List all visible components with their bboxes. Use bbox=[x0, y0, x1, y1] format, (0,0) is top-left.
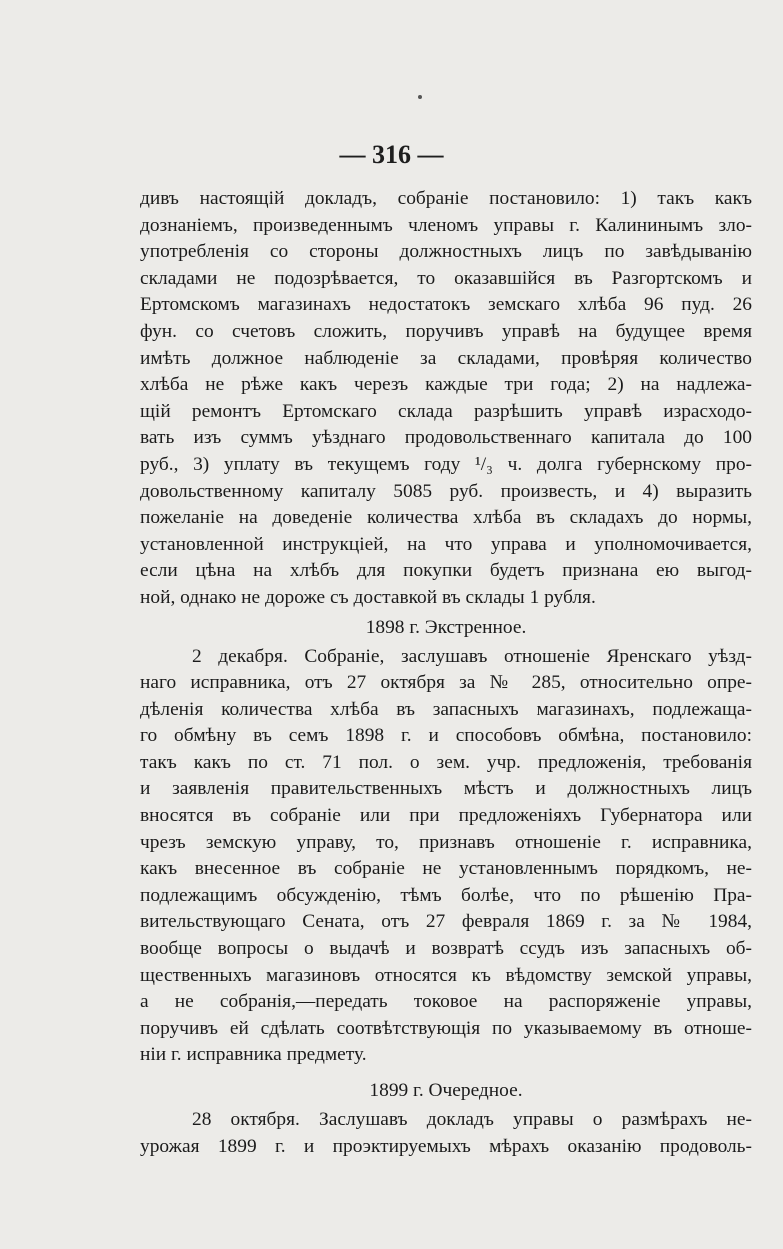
text-line: фун. со счетовъ сложить, поручивъ управѣ на будущее время bbox=[140, 320, 752, 342]
text-line: го обмѣну въ семъ 1898 г. и способовъ обмѣна, постановило: bbox=[140, 725, 752, 747]
text-line: поручивъ ей сдѣлать соотвѣтствующія по указываемому въ отноше- bbox=[140, 1017, 752, 1039]
text-line: а не собранія,—передать токовое на распоряженіе управы, bbox=[140, 991, 752, 1013]
text-line: 28 октября. Заслушавъ докладъ управы о размѣрахъ не- bbox=[192, 1109, 752, 1130]
ink-speck bbox=[418, 95, 422, 99]
text-line: Ертомскомъ магазинахъ недостатокъ земскаго хлѣба 96 пуд. 26 bbox=[140, 294, 752, 316]
text-line: дознаніемъ, произведеннымъ членомъ управы г. Калининымъ зло- bbox=[140, 214, 752, 236]
text-line: складами не подозрѣвается, то оказавшійся въ Разгортскомъ и bbox=[140, 267, 752, 289]
text-line: чрезъ земскую управу, то, признавъ отношеніе г. исправника, bbox=[140, 831, 752, 853]
text-line: вительствующаго Сената, отъ 27 февраля 1869 г. за № 1984, bbox=[140, 911, 752, 933]
text-line: такъ какъ по ст. 71 пол. о зем. учр. предложенія, требованія bbox=[140, 751, 752, 773]
text-line: хлѣба не рѣже какъ черезъ каждые три года; 2) на надлежа- bbox=[140, 374, 752, 396]
text-line: вообще вопросы о выдачѣ и возвратѣ ссудъ изъ запасныхъ об- bbox=[140, 938, 752, 960]
text-line: 2 декабря. Собраніе, заслушавъ отношеніе Яренскаго уѣзд- bbox=[192, 645, 752, 667]
text-line: употребленія со стороны должностныхъ лицъ по завѣдыванію bbox=[140, 241, 752, 263]
text-line: дѣленія количества хлѣба въ запасныхъ магазинахъ, подлежаща- bbox=[140, 698, 752, 720]
text-line: ніи г. исправника предмету. bbox=[140, 1044, 367, 1066]
text-line: дивъ настоящій докладъ, собраніе постановило: 1) такъ какъ bbox=[140, 188, 752, 209]
text-line: вать изъ суммъ уѣзднаго продовольственнаго капитала до 100 bbox=[140, 427, 752, 449]
text-line: имѣть должное наблюденіе за складами, провѣряя количество bbox=[140, 347, 752, 369]
text-line: если цѣна на хлѣбъ для покупки будетъ признана ею выгод- bbox=[140, 560, 752, 582]
text-line: довольственному капиталу 5085 руб. произвесть, и 4) выразить bbox=[140, 480, 752, 502]
text-line: урожая 1899 г. и проэктируемыхъ мѣрахъ оказанію продоволь- bbox=[140, 1135, 752, 1157]
text-line: руб., 3) уплату въ текущемъ году ¹/₃ ч. долга губернскому про- bbox=[140, 453, 752, 475]
page-number: — 316 — bbox=[339, 140, 444, 169]
text-line: подлежащимъ обсужденію, тѣмъ болѣе, что по рѣшенію Пра- bbox=[140, 884, 752, 906]
text-line: и заявленія правительственныхъ мѣстъ и должностныхъ лицъ bbox=[140, 778, 752, 800]
text-line: щій ремонтъ Ертомскаго склада разрѣшить управѣ израсходо- bbox=[140, 400, 752, 422]
text-line: установленной инструкціей, на что управа и уполномочивается, bbox=[140, 533, 752, 555]
text-line: щественныхъ магазиновъ относятся къ вѣдомству земской управы, bbox=[140, 964, 752, 986]
text-line: наго исправника, отъ 27 октября за № 285, относительно опре- bbox=[140, 672, 752, 694]
body-text bbox=[140, 186, 752, 1160]
section-heading: 1899 г. Очередное. bbox=[369, 1080, 523, 1101]
text-line: ной, однако не дороже съ доставкой въ склады 1 рубля. bbox=[140, 586, 596, 608]
text-line: какъ внесенное въ собраніе не установленнымъ порядкомъ, не- bbox=[140, 858, 752, 880]
text-line: пожеланіе на доведеніе количества хлѣба въ складахъ до нормы, bbox=[140, 507, 752, 529]
text-line: вносятся въ собраніе или при предложеніяхъ Губернатора или bbox=[140, 805, 752, 827]
section-heading: 1898 г. Экстренное. bbox=[365, 616, 527, 638]
